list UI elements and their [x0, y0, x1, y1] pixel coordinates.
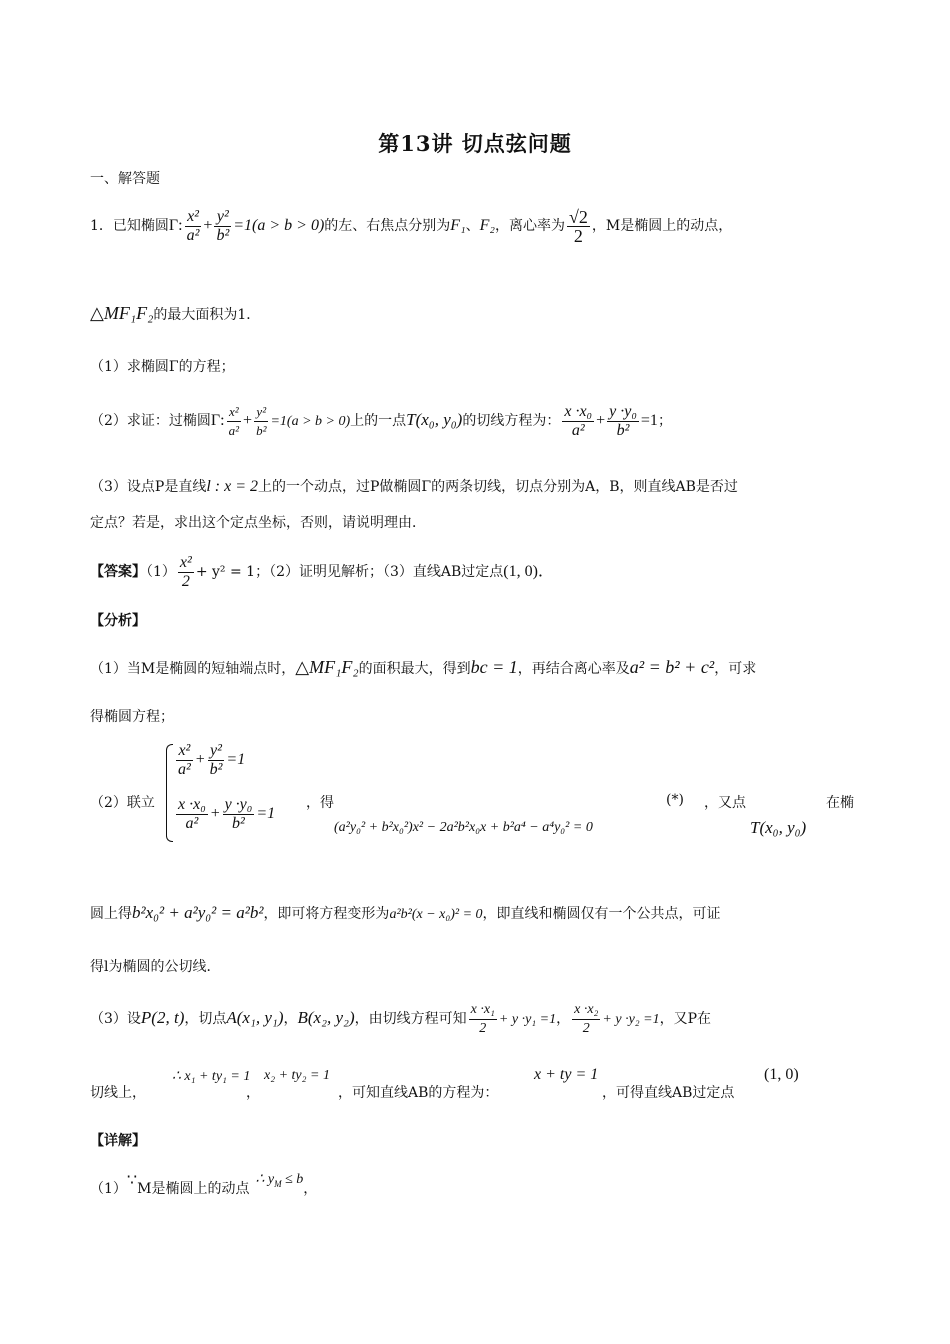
ellipse-condition: =1(a > b > 0) [233, 217, 325, 234]
d1-prefix: （1） [90, 1181, 127, 1197]
a3-text-b: ，切点 [184, 1011, 227, 1027]
section-heading: 一、解答题 [90, 171, 160, 187]
analysis-2-again: ，又点 [704, 795, 746, 811]
line-l: l : x = 2 [206, 478, 258, 495]
separator: 、 [465, 218, 480, 234]
a3-prefix: （3）设 [90, 1011, 141, 1027]
triangle-mf1f2: △MF₁F₂ [90, 303, 154, 323]
a2-text-b: ，即可将方程变形为 [263, 906, 390, 922]
a3-point-p: P(2, t) [140, 1008, 185, 1027]
because-symbol: ∵ [126, 1172, 138, 1189]
eccentricity-fraction [567, 208, 590, 245]
question-3-line-2: 定点？若是，求出这个定点坐标，否则，请说明理由． [90, 515, 426, 531]
answer-label: 【答案】 [90, 564, 146, 580]
a3-eq1: ∴ x₁ + ty₁ = 1 [172, 1069, 251, 1084]
a1-triangle: △MF₁F₂ [295, 657, 359, 677]
foci-text: 的左、右焦点分别为 [324, 218, 451, 234]
fraction-y2-b2: $\frac{\text{y²}}{\text{b²}}$ [216, 207, 230, 244]
q2-fraction-x2: $\frac{\text{x²}}{\text{a²}}$ [228, 403, 240, 438]
max-area-text: 的最大面积为1． [153, 307, 261, 323]
a1-bc: bc = 1 [470, 657, 518, 677]
q3-text: 上的一个动点，过P做椭圆Γ的两条切线，切点分别为A，B，则直线AB是否过 [258, 479, 738, 495]
detail-label: 【详解】 [90, 1133, 146, 1149]
a2-square: a²b²(x − x₀)² = 0 [389, 907, 483, 922]
a1-text-b: 的面积最大，得到 [358, 661, 471, 677]
star-label: (*) [666, 792, 684, 808]
a3-comma: ， [246, 1085, 260, 1101]
problem-line-2 [90, 302, 865, 326]
question-2: （2）求证：过椭圆Γ: $\frac{\text{x²}}{\text{a²}}$ + $\frac{\text{y²}}{\text{b²}}$ =1(a > b > 0)上的一点T(x₀, y₀)的切线方程为： $\frac{\text{x ·x₀}}{\text{a²}}$ + $\frac{\text{y ·y₀}}{\text{b²}}$ =1； [90, 402, 672, 439]
analysis-1-line-1 [90, 656, 865, 680]
a1-text-d: ，可求 [714, 661, 757, 677]
a3-text-c: ， [283, 1011, 298, 1027]
analysis-3-line-1: （3）设P(2, t)，切点A(x₁, y₁)，B(x₂, y₂)，由切线方程可知 $\frac{\text{x ·x₁}}{2}$ + y ·y₁ =1， $\frac{\text{x ·x₂}}{2}$ + y ·y₂ =1，又P在 [90, 1001, 712, 1036]
page-title: 第13讲 切点弦问题 [378, 131, 572, 156]
q2-prefix: （2）求证：过椭圆 [90, 413, 211, 429]
a1-abc: a² = b² + c² [629, 657, 715, 677]
system-equation-1: $\frac{\text{x²}}{\text{a²}}$ + $\frac{\text{y²}}{\text{b²}}$ =1 [178, 742, 246, 778]
a3-eq2: x₂ + ty₂ = 1 [264, 1068, 330, 1083]
a3-point-a: A(x₁, y₁) [226, 1008, 284, 1027]
analysis-2-point-t: T(x₀, y₀) [750, 818, 807, 837]
analysis-2-on: 在椭 [826, 795, 854, 811]
q2-tangent-text: 的切线方程为： [462, 413, 561, 429]
q3-prefix: （3）设点P是直线 [90, 479, 207, 495]
answer-text: + y² = 1；（2）证明见解析；（3）直线AB过定点 [195, 564, 504, 580]
problem-intro: 1．已知椭圆 [90, 218, 169, 234]
detail-line-1 [90, 1172, 865, 1205]
a1-prefix: （1）当M是椭圆的短轴端点时， [90, 661, 296, 677]
answer-1-prefix: （1） [146, 564, 176, 580]
therefore-y: ∴ y [255, 1172, 275, 1187]
question-3-line-1 [90, 476, 865, 498]
question-1: （1）求椭圆Γ的方程； [90, 359, 235, 375]
quadratic-equation: (a²y₀² + b²x₀²)x² − 2a²b²x₀x + b²a⁴ − a⁴y₀² = 0 [334, 820, 593, 835]
a3-fraction-1: $\frac{\text{x ·x₁}}{2}$ [470, 1001, 495, 1036]
analysis-2-line-2 [90, 902, 865, 926]
a3-line2-prefix: 切线上， [90, 1085, 146, 1101]
fraction-x2-a2: $\frac{\text{x²}}{\text{a²}}$ [186, 207, 200, 244]
a3-line2-b: ，可知直线AB的方程为： [338, 1085, 499, 1101]
a3-point-b: B(x₂, y₂) [297, 1008, 355, 1027]
d1-text: M是椭圆上的动点 [137, 1181, 250, 1197]
point-t: T(x₀, y₀) [406, 410, 463, 429]
ecc-den: 2 [573, 225, 583, 246]
analysis-2-line-3: 得l为椭圆的公切线． [90, 959, 221, 975]
a2-relation: b²x₀² + a²y₀² = a²b² [132, 903, 264, 922]
a2-text-c: ，即直线和椭圆仅有一个公共点，可证 [482, 906, 721, 922]
leq-b: ≤ b [285, 1172, 304, 1187]
ellipse-symbol: Γ: [168, 217, 183, 234]
problem-tail: ，M是椭圆上的动点， [591, 218, 733, 234]
analysis-1-line-2: 得椭圆方程； [90, 709, 174, 725]
a3-text-e: ，又P在 [659, 1011, 712, 1027]
answer-point: (1, 0)． [503, 563, 554, 580]
analysis-2-de: ，得 [306, 795, 334, 811]
q2-fraction-y2: $\frac{\text{y²}}{\text{b²}}$ [256, 403, 267, 438]
subscript-m: M [274, 1178, 282, 1189]
focus-f2: F₂ [479, 217, 495, 234]
analysis-2-prefix: （2）联立 [90, 795, 155, 811]
system-equation-2: $\frac{\text{x ·x₀}}{\text{a²}}$ + $\frac{\text{y ·y₀}}{\text{b²}}$ =1 [178, 796, 276, 832]
a1-text-c: ，再结合离心率及 [517, 661, 630, 677]
tangent-fraction-y: $\frac{\text{y ·y₀}}{\text{b²}}$ [609, 402, 637, 439]
q2-end: ； [657, 413, 672, 429]
ecc-num: √2 [568, 206, 588, 227]
tangent-fraction-x: $\frac{\text{x ·x₀}}{\text{a²}}$ [564, 402, 593, 439]
answer-fraction: $\frac{\text{x²}}{2}$ [179, 553, 192, 590]
a3-fixed-point: (1, 0) [764, 1066, 799, 1083]
a3-line-ab: x + ty = 1 [534, 1066, 599, 1083]
q2-mid: 上的一点 [350, 413, 407, 429]
analysis-label: 【分析】 [90, 613, 146, 629]
problem-line-1: 1．已知椭圆Γ: $\frac{\text{x²}}{\text{a²}}$ + $\frac{\text{y²}}{\text{b²}}$ =1(a > b > 0)的左、右焦点分别为F₁、F₂，离心率为 $\frac{√2}{2}$ ，M是椭圆上的动点， [90, 206, 733, 246]
a2-prefix: 圆上得 [90, 906, 132, 922]
a3-line2-c: ，可得直线AB过定点 [602, 1085, 735, 1101]
focus-f1: F₁ [450, 217, 466, 234]
answer-line [90, 552, 865, 592]
eccentricity-text: ，离心率为 [494, 218, 565, 234]
system-brace [166, 744, 173, 842]
d1-end: ， [303, 1181, 318, 1197]
a3-text-d: ，由切线方程可知 [354, 1011, 467, 1027]
a3-fraction-2: $\frac{\text{x ·x₂}}{2}$ [574, 1001, 599, 1036]
